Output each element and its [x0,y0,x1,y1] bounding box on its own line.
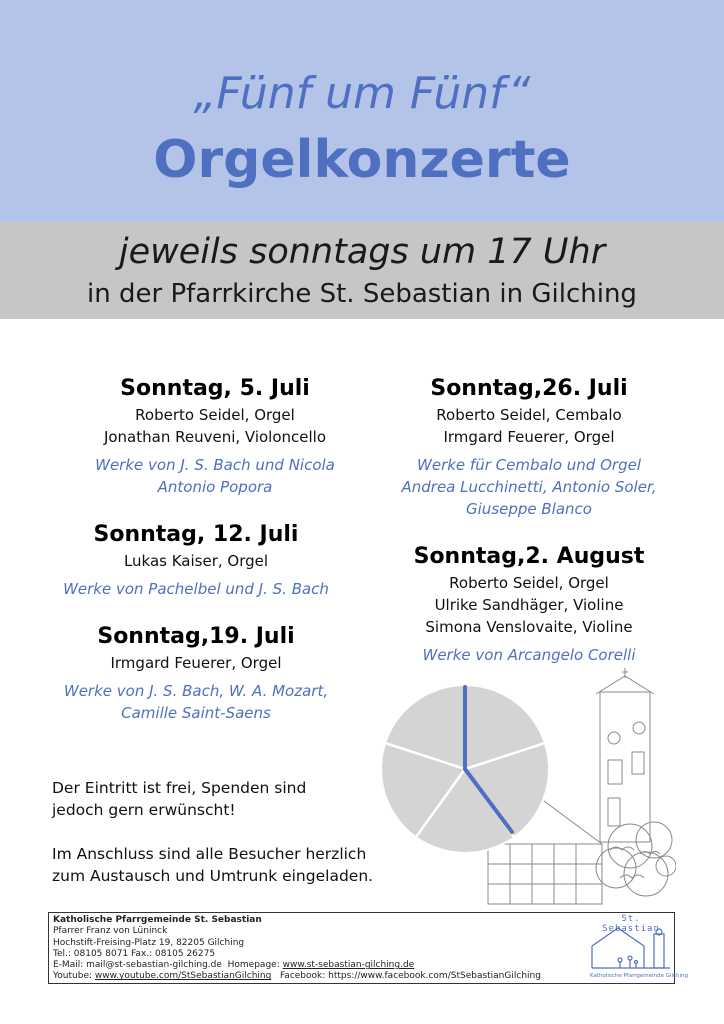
footer-youtube-link[interactable]: www.youtube.com/StSebastianGilching [94,971,272,982]
title-fuenf-um-fuenf: „Fünf um Fünf“ [193,68,531,119]
footer-address: Hochstift-Freising-Platz 19, 82205 Gilching [53,937,245,948]
footer-priest: Pfarrer Franz von Lüninck [53,926,168,937]
header-banner [0,0,724,222]
five-o-clock-clock-icon [378,682,554,858]
footer-social-row [53,971,688,982]
entry-note-line: jedoch gern erwünscht! [52,801,236,819]
footer-email-label: E-Mail: [53,960,87,971]
event-works [30,680,362,724]
schedule-band [0,222,724,319]
footer-homepage-label: Homepage: [227,960,283,971]
event-works [30,454,400,498]
event-works-line: Giuseppe Blanco [466,500,592,518]
parish-logo [590,914,688,982]
footer-email-row [53,960,670,971]
footer-email-link[interactable]: mail@st-sebastian-gilching.de [86,960,222,971]
event-date: Sonntag,2. August [413,544,645,569]
entry-note-line: Der Eintritt ist frei, Spenden sind [52,779,307,797]
event-performer: Roberto Seidel, Orgel [449,574,609,592]
church-logo-icon [590,924,672,972]
footer-phone: Tel.: 08105 8071 Fax.: 08105 26275 [53,948,216,959]
footer-youtube-label: Youtube: [53,971,95,982]
logo-subtitle: Katholische Pfarrgemeinde Gilching [590,973,688,979]
event-works [370,454,688,520]
event-performer: Irmgard Feuerer, Orgel [110,654,282,672]
event-date: Sonntag,26. Juli [430,376,628,401]
event-date: Sonntag, 12. Juli [93,522,299,547]
event-performer: Irmgard Feuerer, Orgel [443,428,615,446]
schedule-location: in der Pfarrkirche St. Sebastian in Gilching [87,279,637,309]
footer-contact-box [48,912,688,984]
event-2-august [370,542,688,666]
event-12-juli [30,520,362,600]
schedule-time: jeweils sonntags um 17 Uhr [118,232,606,272]
after-note-line: zum Austausch und Umtrunk eingeladen. [52,867,374,885]
event-26-juli [370,374,688,520]
event-works-line: Werke von J. S. Bach und Nicola [95,456,335,474]
event-performer: Roberto Seidel, Cembalo [436,406,622,424]
event-performer: Roberto Seidel, Orgel [135,406,295,424]
event-5-juli [30,374,400,498]
footer-facebook[interactable]: Facebook: https://www.facebook.com/StSebastianGilching [279,971,541,982]
event-performer: Simona Venslovaite, Violine [425,618,633,636]
event-works-line: Werke von Arcangelo Corelli [422,646,636,664]
event-works-line: Camille Saint-Saens [121,704,271,722]
event-works-line: Werke von Pachelbel und J. S. Bach [63,580,329,598]
event-date: Sonntag, 5. Juli [120,376,310,401]
event-works [30,578,362,600]
footer-homepage-link[interactable]: www.st-sebastian-gilching.de [282,960,415,971]
title-orgelkonzerte: Orgelkonzerte [153,130,571,190]
event-performer: Ulrike Sandhäger, Violine [434,596,624,614]
event-works-line: Antonio Popora [157,478,273,496]
event-date: Sonntag,19. Juli [97,624,295,649]
event-19-juli [30,622,362,724]
event-works-line: Andrea Lucchinetti, Antonio Soler, [401,478,657,496]
event-works [370,644,688,666]
event-works-line: Werke für Cembalo und Orgel [417,456,641,474]
after-note-line: Im Anschluss sind alle Besucher herzlich [52,845,367,863]
entry-note [52,777,306,821]
event-works-line: Werke von J. S. Bach, W. A. Mozart, [63,682,329,700]
after-concert-note [52,843,373,887]
footer-org-name: Katholische Pfarrgemeinde St. Sebastian [53,915,262,925]
event-performer: Lukas Kaiser, Orgel [123,552,269,570]
logo-title: St. Sebastian [602,914,660,934]
event-performer: Jonathan Reuveni, Violoncello [103,428,327,446]
